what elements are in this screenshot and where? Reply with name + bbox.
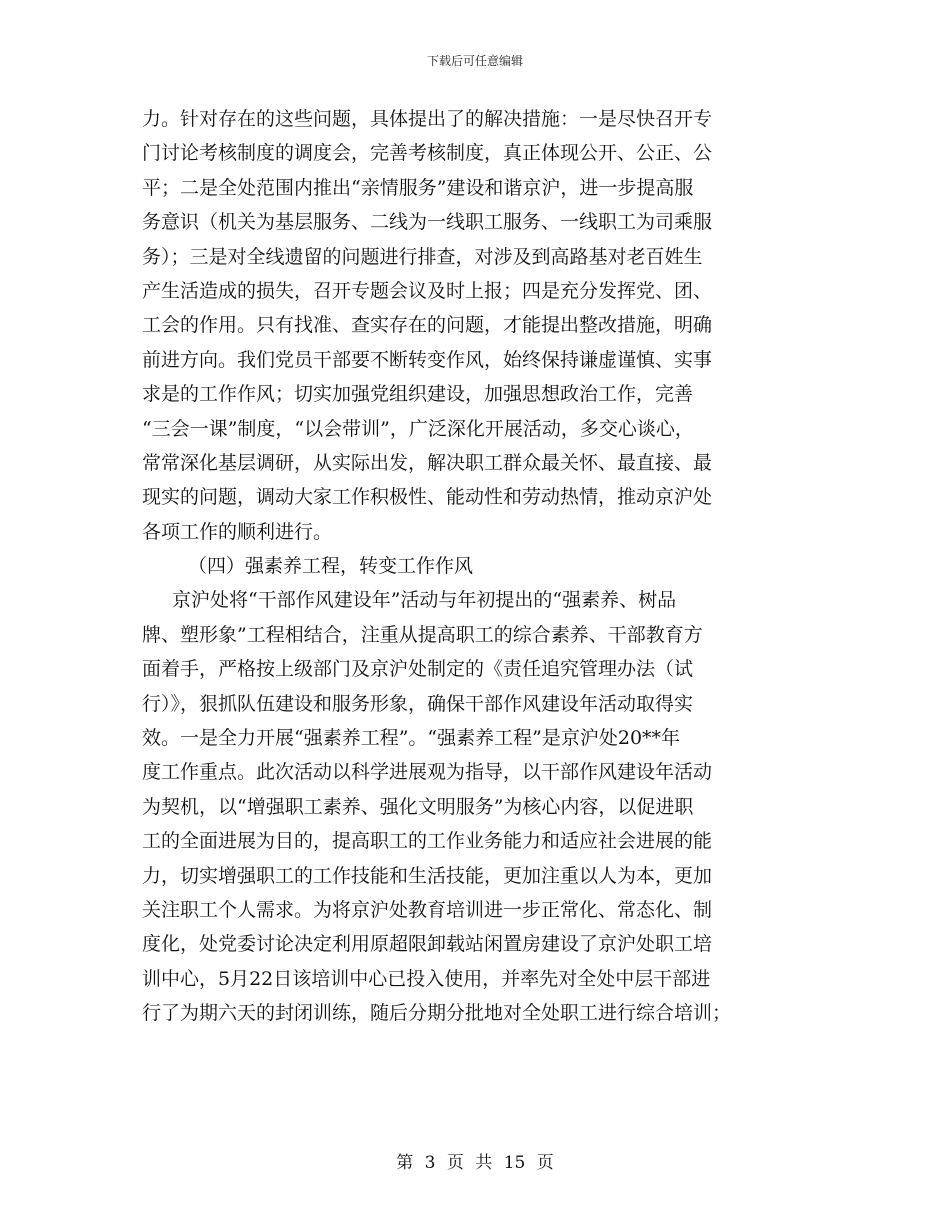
text-line: 产生活造成的损失，召开专题会议及时上报；四是充分发挥党、团、 [142,279,713,302]
text-line: 行）》，狠抓队伍建设和服务形象，确保干部作风建设年活动取得实 [142,692,694,715]
section-heading: （四）强素养工程，转变工作作风 [188,555,474,578]
paragraph-first-line: 京沪处将“干部作风建设年”活动与年初提出的“强素养、树品 [172,589,677,612]
text-line: 务）；三是对全线遗留的问题进行排查，对涉及到高路基对老百姓生 [142,245,703,268]
text-line: 现实的问题，调动大家工作积极性、能动性和劳动热情，推动京沪处 [142,486,713,509]
text-line: 求是的工作作风；切实加强党组织建设，加强思想政治工作，完善 [142,383,694,406]
document-body [142,102,822,1031]
text-line: 工的全面进展为目的，提高职工的工作业务能力和适应社会进展的能 [142,830,713,853]
text-line: 牌、塑形象”工程相结合，注重从提高职工的综合素养、干部教育方 [142,623,703,646]
text-line: 度工作重点。此次活动以科学进展观为指导，以干部作风建设年活动 [142,761,713,784]
text-line: 训中心，5月22日该培训中心已投入使用，并率先对全处中层干部进 [142,967,711,990]
text-line: 度化，处党委讨论决定利用原超限卸载站闲置房建设了京沪处职工培 [142,933,713,956]
text-line: 力，切实增强职工的工作技能和生活技能，更加注重以人为本，更加 [142,864,713,887]
page-header: 下载后可任意编辑 [426,54,523,68]
text-line: 关注职工个人需求。为将京沪处教育培训进一步正常化、常态化、制 [142,898,713,921]
text-line: 务意识（机关为基层服务、二线为一线职工服务、一线职工为司乘服 [142,211,713,234]
text-line: 平；二是全处范围内推出“亲情服务”建设和谐京沪，进一步提高服 [142,176,694,199]
text-line: 面着手，严格按上级部门及京沪处制定的《责任追究管理办法（试 [142,658,694,681]
text-line: 各项工作的顺利进行。 [142,520,333,543]
text-line: 常常深化基层调研，从实际出发，解决职工群众最关怀、最直接、最 [142,451,713,474]
text-line: 工会的作用。只有找准、查实存在的问题，才能提出整改措施，明确 [142,314,713,337]
text-line: “三会一课”制度，“以会带训”，广泛深化开展活动，多交心谈心， [142,417,694,440]
text-line: 门讨论考核制度的调度会，完善考核制度，真正体现公开、公正、公 [142,142,713,165]
text-line: 为契机，以“增强职工素养、强化文明服务”为核心内容，以促进职 [142,795,694,818]
text-line: 力。针对存在的这些问题，具体提出了的解决措施：一是尽快召开专 [142,108,713,130]
text-line: 行了为期六天的封闭训练，随后分期分批地对全处职工进行综合培训； [142,1002,732,1025]
text-line: 效。一是全力开展“强素养工程”。“强素养工程”是京沪处20**年 [142,727,681,750]
page-footer: 第 3 页 共 15 页 [396,1153,554,1173]
text-line: 前进方向。我们党员干部要不断转变作风，始终保持谦虚谨慎、实事 [142,348,713,371]
